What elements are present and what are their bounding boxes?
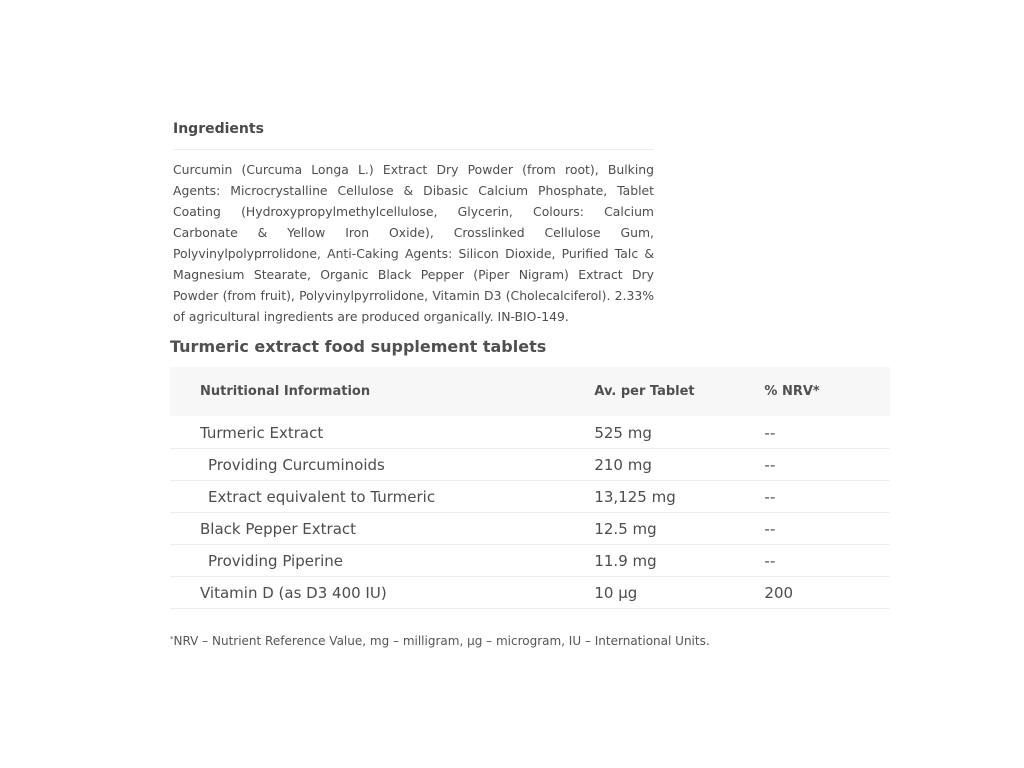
row-name: Vitamin D (as D3 400 IU) — [170, 577, 594, 609]
row-per-tablet: 525 mg — [594, 416, 764, 449]
table-row — [170, 416, 890, 449]
row-nrv: -- — [764, 481, 890, 513]
row-nrv: -- — [764, 513, 890, 545]
footnote-marker: * — [170, 635, 174, 643]
row-name: Providing Curcuminoids — [170, 449, 594, 481]
row-nrv: -- — [764, 416, 890, 449]
row-nrv: 200 — [764, 577, 890, 609]
row-name: Turmeric Extract — [170, 416, 594, 449]
table-row — [170, 513, 890, 545]
table-row — [170, 449, 890, 481]
header-nrv: % NRV* — [764, 384, 820, 399]
ingredients-section — [173, 118, 654, 327]
table-row — [170, 545, 890, 577]
row-per-tablet: 210 mg — [594, 449, 764, 481]
table-row — [170, 481, 890, 513]
row-name: Extract equivalent to Turmeric — [170, 481, 594, 513]
row-per-tablet: 11.9 mg — [594, 545, 764, 577]
row-name: Providing Piperine — [170, 545, 594, 577]
ingredients-text: Curcumin (Curcuma Longa L.) Extract Dry Powder (from root), Bulking Agents: Microcrystalline Cellulose & Dibasic Calcium Phosphate, Tablet Coating (Hydroxypropylmethylcellulose, Glycerin, Colours: Calcium Carbonate & Yellow Iron Oxide), Crosslinked Cellulose Gum, Polyvinylpolyprrolidone, Anti-Caking Agents: Silicon Dioxide, Purified Talc & Magnesium Stearate, Organic Black Pepper (Piper Nigram) Extract Dry Powder (from fruit), Polyvinylpyrrolidone, Vitamin D3 (Cholecalciferol). 2.33% of agricultural ingredients are produced organically. IN-BIO-149. — [173, 162, 654, 324]
header-nutritional-information: Nutritional Information — [200, 384, 371, 399]
table-title: Turmeric extract food supplement tablets — [170, 337, 547, 356]
footnote — [170, 632, 710, 650]
row-nrv: -- — [764, 449, 890, 481]
table-header-row — [170, 367, 890, 416]
footnote-text: NRV – Nutrient Reference Value, mg – milligram, µg – microgram, IU – International Units. — [173, 634, 710, 648]
header-per-tablet: Av. per Tablet — [594, 384, 695, 399]
nutrition-table — [170, 367, 890, 609]
row-per-tablet: 13,125 mg — [594, 481, 764, 513]
row-name: Black Pepper Extract — [170, 513, 594, 545]
row-per-tablet: 10 µg — [594, 577, 764, 609]
row-per-tablet: 12.5 mg — [594, 513, 764, 545]
ingredients-heading: Ingredients — [173, 118, 654, 150]
table-row — [170, 577, 890, 609]
row-nrv: -- — [764, 545, 890, 577]
